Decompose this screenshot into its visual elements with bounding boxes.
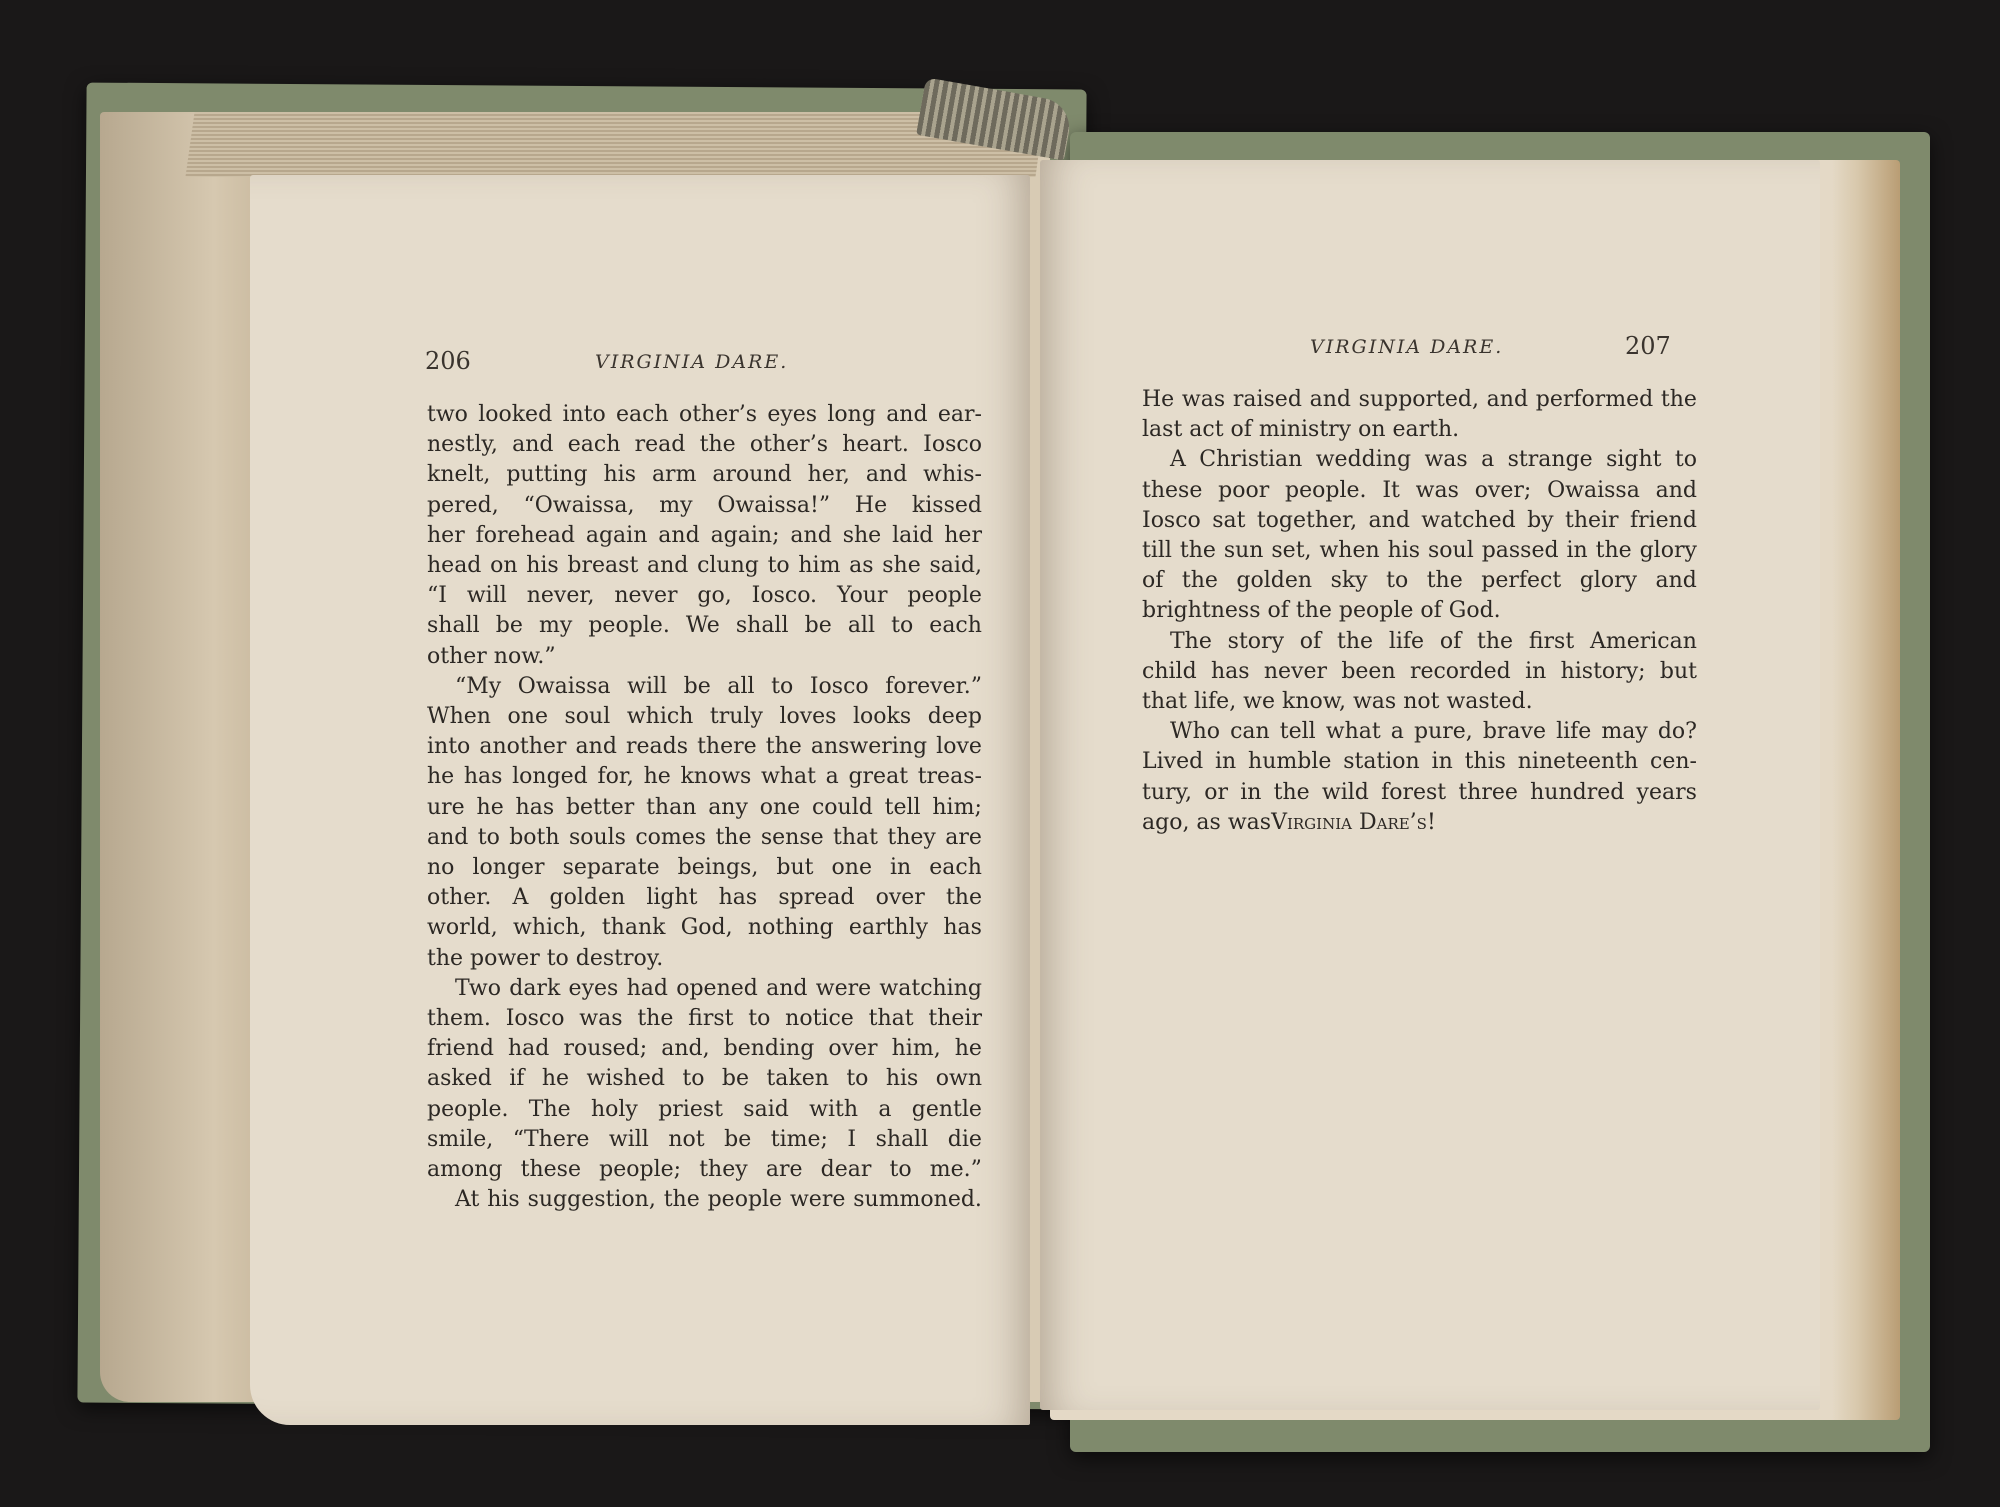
running-title-right: VIRGINIA DARE. [1310,336,1504,358]
small-caps-name: Virginia Dare’s! [1271,809,1436,835]
text-line: the power to destroy. [427,945,664,971]
text-line: Two dark eyes had opened and were watching [455,975,982,1001]
text-line: pered, “Owaissa, my Owaissa!” He kissed [427,492,982,518]
text-line: friend had roused; and, bending over him, he [427,1036,982,1062]
page-number-right: 207 [1625,332,1671,360]
text-line: The story of the life of the first American [1170,628,1697,654]
text-line: “I will never, never go, Iosco. Your people [427,583,982,609]
text-line: tury, or in the wild forest three hundred years [1142,779,1697,805]
running-title-left: VIRGINIA DARE. [595,351,789,373]
text-line: asked if he wished to be taken to his own [427,1066,982,1092]
right-page [1040,160,1820,1410]
text-line: people. The holy priest said with a gentle [427,1096,982,1122]
text-line: He was raised and supported, and performed the [1142,387,1697,412]
text-line: nestly, and each read the other’s heart. Iosco [427,432,982,458]
text-line: world, which, thank God, nothing earthly has [427,915,982,941]
body-text-right [1142,385,1697,838]
page-edges-top [185,112,1044,177]
text-line: Who can tell what a pure, brave life may do? [1170,719,1697,745]
text-line: shall be my people. We shall be all to each [427,613,982,639]
text-line: he has longed for, he knows what a great treas- [427,764,982,790]
text-line: brightness of the people of God. [1142,598,1501,624]
text-line: among these people; they are dear to me.” [427,1157,982,1183]
text-line: At his suggestion, the people were summoned. [455,1187,982,1213]
left-page [250,175,1030,1425]
running-head-right [1040,332,1820,372]
text-line: her forehead again and again; and she laid her [427,522,982,548]
text-line: Iosco sat together, and watched by their friend [1142,507,1697,533]
text-line: of the golden sky to the perfect glory and [1142,568,1697,594]
text-line: these poor people. It was over; Owaissa and [1142,477,1697,503]
text-line: till the sun set, when his soul passed in the glory [1142,538,1697,564]
text-line: other now.” [427,643,556,669]
running-head-left [250,347,1030,387]
body-text-left [427,400,982,1215]
text-line: that life, we know, was not wasted. [1142,689,1533,715]
text-line: knelt, putting his arm around her, and whis- [427,462,982,488]
text-line: no longer separate beings, but one in each [427,855,982,881]
text-line: two looked into each other’s eyes long and ear- [427,402,982,427]
text-line: into another and reads there the answering love [427,734,982,760]
text-line: “My Owaissa will be all to Iosco forever.” [455,673,982,699]
text-line: smile, “There will not be time; I shall die [427,1126,982,1152]
text-line: A Christian wedding was a strange sight to [1170,447,1697,473]
text-line: them. Iosco was the first to notice that their [427,1006,982,1032]
text-line: child has never been recorded in history; but [1142,658,1697,684]
page-number-left: 206 [425,347,471,375]
text-line: and to both souls comes the sense that they are [427,824,982,850]
text-line: ago, as was Virginia Dare’s! [1142,808,1697,838]
text-line: When one soul which truly loves looks deep [427,704,982,730]
text-line: ure he has better than any one could tell him; [427,794,982,820]
text-line: head on his breast and clung to him as she said, [427,553,982,579]
text-line: Lived in humble station in this nineteenth cen- [1142,749,1697,775]
text-line: last act of ministry on earth. [1142,417,1460,443]
text-line: other. A golden light has spread over the [427,885,982,911]
